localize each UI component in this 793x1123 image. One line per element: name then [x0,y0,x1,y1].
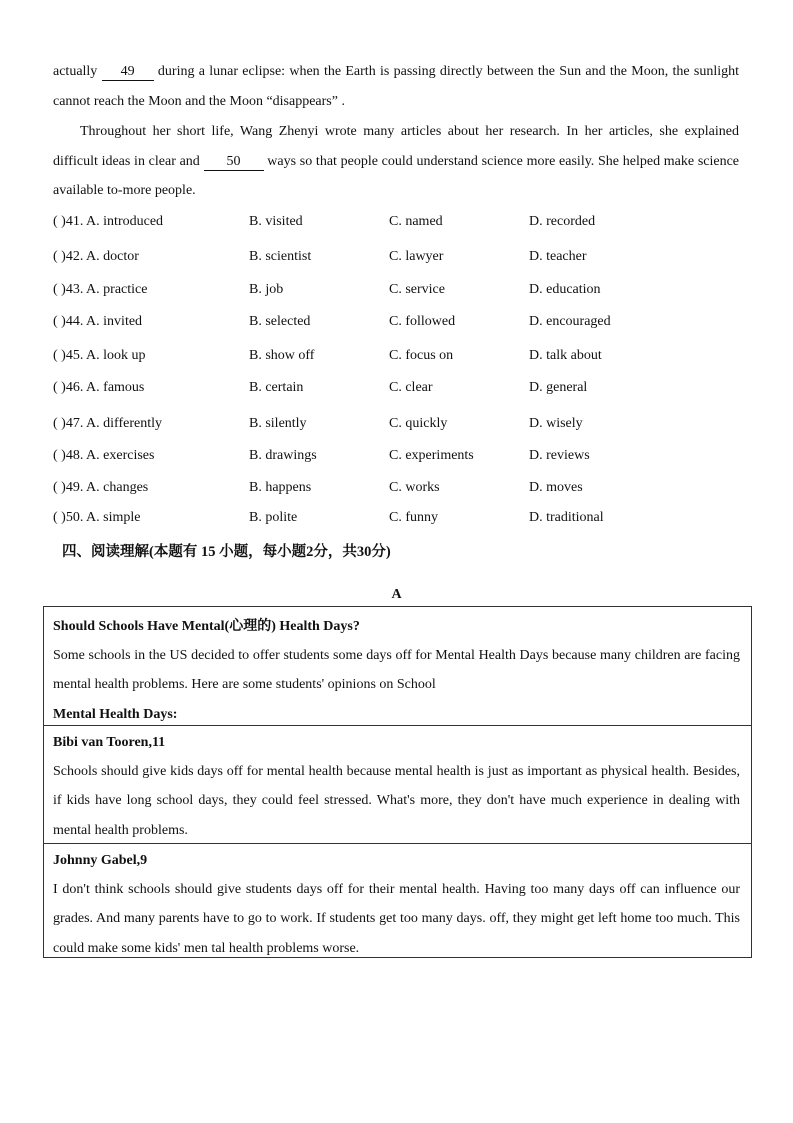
question-option-d: D. traditional [529,510,604,525]
question-option-a: ( )48. A. exercises [53,448,155,463]
question-option-b: B. polite [249,510,298,525]
cloze-text: actually [53,64,98,79]
question-option-d: D. general [529,380,588,395]
question-option-d: D. encouraged [529,314,611,329]
intro-text: Some schools in the US decided to offer students some days off for Mental Health Days because many children are facing mental health problems. Here are some students' opinions on School [53,648,740,693]
opinion-text: Schools should give kids days off for mental health because mental health is just as important as physical health. Besides, if kids have long school days, they could feel stressed. What's more, they don't have much experience in dealing with mental health problems. [53,764,740,838]
question-row [53,247,753,267]
passage-label: A [391,587,402,602]
question-option-b: B. visited [249,214,303,229]
cloze-text: Throughout her short life, Wang Zhenyi wrote many articles about her research. In her articles, she explained difficult ideas in clear and [53,124,739,169]
question-option-a: ( )49. A. changes [53,480,149,495]
question-option-c: C. followed [389,314,456,329]
question-row [53,378,753,398]
question-row [53,212,753,232]
passage-intro-cell [44,607,751,726]
question-option-d: D. talk about [529,348,602,363]
question-option-a: ( )45. A. look up [53,348,146,363]
question-option-b: B. job [249,282,284,297]
question-option-a: ( )50. A. simple [53,510,141,525]
question-row [53,312,753,332]
question-option-d: D. recorded [529,214,596,229]
question-option-c: C. works [389,480,440,495]
passage-title: Should Schools Have Mental(心理的) Health Days? [53,619,360,634]
intro-bold-text: Mental Health Days: [53,706,178,722]
question-option-c: C. quickly [389,416,448,431]
question-option-b: B. certain [249,380,304,395]
question-option-b: B. happens [249,480,312,495]
question-option-b: B. drawings [249,448,317,463]
question-option-a: ( )44. A. invited [53,314,143,329]
question-row [53,280,753,300]
question-option-c: C. focus on [389,348,454,363]
question-option-d: D. reviews [529,448,590,463]
section-heading: 四、阅读理解(本题有 15 小题，每小题2分，共30分) [62,544,391,560]
question-option-d: D. wisely [529,416,583,431]
passage-intro [53,641,740,729]
cloze-text: during a lunar eclipse: when the Earth is passing directly between the Sun and the Moon, the sunlight cannot reach the Moon and the Moon “disappears” . [53,64,740,109]
question-row [53,478,753,498]
question-option-c: C. named [389,214,443,229]
cloze-paragraph-1 [53,57,739,116]
question-option-b: B. scientist [249,249,312,264]
opinion-text: I don't think schools should give students days off for their mental health. Having too many days off can influence our grades. And many parents have to go to work. If students get too many days. off, they might get left home too much. This could make some kids' men tal health problems worse. [53,882,740,956]
question-option-c: C. clear [389,380,433,395]
cloze-paragraph-2 [53,117,739,206]
question-option-b: B. selected [249,314,311,329]
cloze-text: ways so that people could understand science more easily. She helped make science available to-more people. [53,153,740,198]
question-option-b: B. silently [249,416,307,431]
question-option-c: C. funny [389,510,438,525]
question-row [53,508,753,528]
speaker-name: Johnny Gabel,9 [53,853,148,868]
question-option-c: C. service [389,282,445,297]
question-row [53,446,753,466]
question-option-a: ( )43. A. practice [53,282,148,297]
question-option-a: ( )42. A. doctor [53,249,139,264]
question-option-d: D. education [529,282,601,297]
question-option-d: D. moves [529,480,583,495]
question-option-b: B. show off [249,348,315,363]
question-option-a: ( )41. A. introduced [53,214,164,229]
speaker-name: Bibi van Tooren,11 [53,735,166,750]
cloze-blank: 50 [204,154,264,171]
question-option-a: ( )47. A. differently [53,416,162,431]
opinion-cell-2 [44,843,751,957]
cloze-blank: 49 [102,64,154,81]
opinion-cell-1 [44,725,751,844]
question-option-c: C. lawyer [389,249,444,264]
question-row [53,346,753,366]
question-option-c: C. experiments [389,448,474,463]
question-option-a: ( )46. A. famous [53,380,145,395]
question-row [53,414,753,434]
question-option-d: D. teacher [529,249,587,264]
passage-table [43,606,752,958]
